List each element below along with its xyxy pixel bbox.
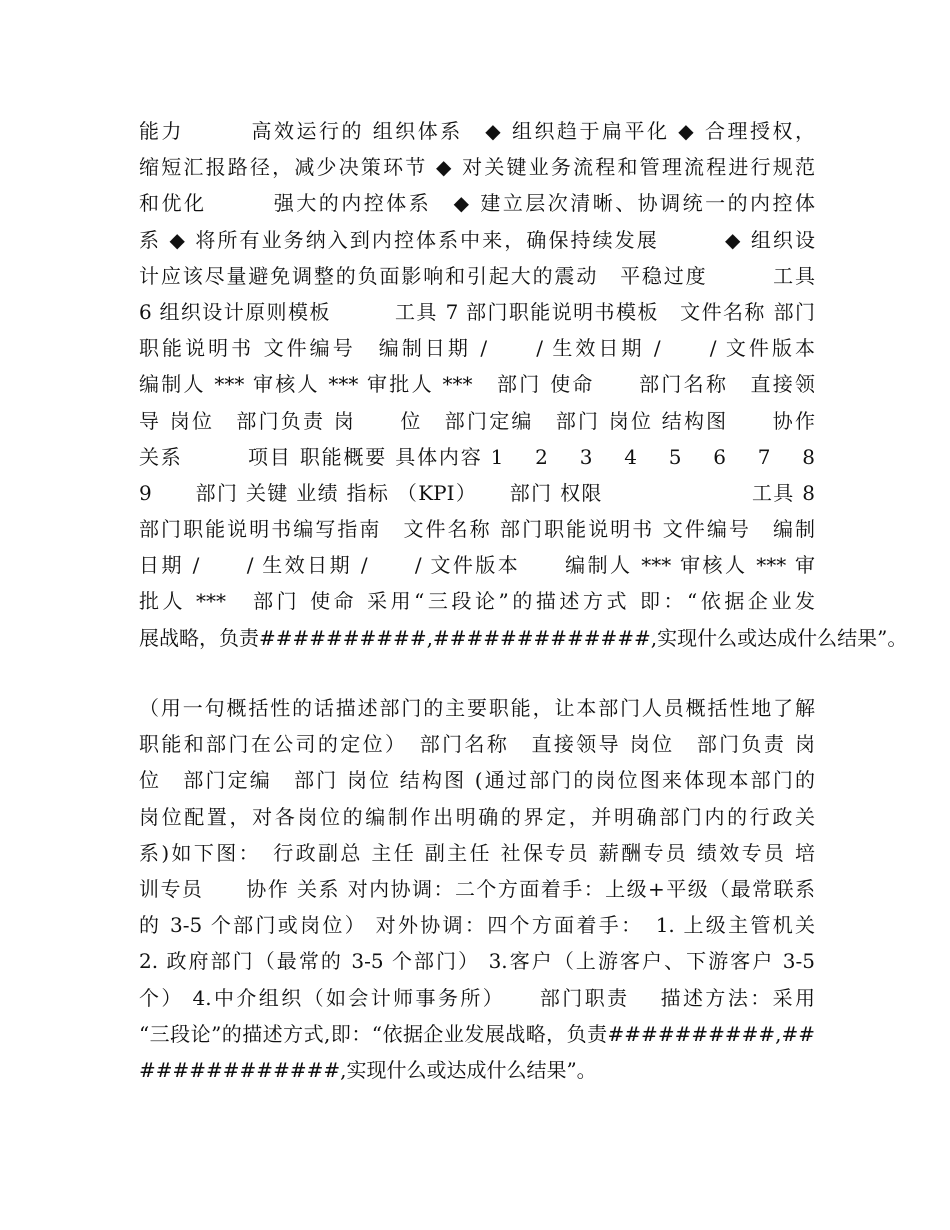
text-line: （用一句概括性的话描述部门的主要职能，让本部门人员概括性地了解 <box>139 696 815 720</box>
text-line: 系)如下图： 行政副总 主任 副主任 社保专员 薪酬专员 绩效专员 培 <box>139 840 815 865</box>
text-line: 职能说明书 文件编号 编制日期 / / 生效日期 / / 文件版本 <box>139 336 815 361</box>
text-line: 个） 4.中介组织（如会计师事务所） 部门职责 描述方法：采用 <box>139 985 815 1010</box>
text-line: 训专员 协作 关系 对内协调：二个方面着手：上级+平级（最常联系 <box>139 876 815 901</box>
text-line: 和优化 强大的内控体系 ◆ 建立层次清晰、协调统一的内控体 <box>139 191 815 216</box>
text-line: 6 组织设计原则模板 工具 7 部门职能说明书模板 文件名称 部门 <box>139 299 815 324</box>
text-line: 2. 政府部门（最常的 3-5 个部门） 3.客户（上游客户、下游客户 3-5 <box>139 949 815 974</box>
text-line: 职能和部门在公司的定位） 部门名称 直接领导 岗位 部门负责 岗 <box>139 732 815 757</box>
text-line: 计应该尽量避免调整的负面影响和引起大的震动 平稳过度 工具 <box>139 263 815 288</box>
text-line: 岗位配置，对各岗位的编制作出明确的界定，并明确部门内的行政关 <box>139 804 815 829</box>
text-line: 日期 / / 生效日期 / / 文件版本 编制人 *** 审核人 *** 审 <box>139 553 815 578</box>
text-line: 展战略，负责##########,#############,实现什么或达成什么结果”。 <box>139 625 908 650</box>
text-line: 缩短汇报路径，减少决策环节 ◆ 对关键业务流程和管理流程进行规范 <box>139 155 815 180</box>
text-line: 批人 *** 部门 使命 采用“三段论”的描述方式 即：“依据企业发 <box>139 589 815 614</box>
paragraph-1 <box>139 113 908 656</box>
text-line: ############,实现什么或达成什么结果”。 <box>139 1057 597 1082</box>
text-line: 部门职能说明书编写指南 文件名称 部门职能说明书 文件编号 编制 <box>139 517 815 542</box>
text-line: “三段论”的描述方式,即：“依据企业发展战略，负责##########,## <box>139 1021 815 1046</box>
paragraph-2 <box>139 690 815 1088</box>
text-line: 导 岗位 部门负责 岗 位 部门定编 部门 岗位 结构图 协作 <box>139 408 815 433</box>
text-line: 9 部门 关键 业绩 指标 （KPI） 部门 权限 工具 8 <box>139 480 815 505</box>
text-line: 关系 项目 职能概要 具体内容 1 2 3 4 5 6 7 8 <box>139 444 815 469</box>
text-line: 编制人 *** 审核人 *** 审批人 *** 部门 使命 部门名称 直接领 <box>139 372 815 397</box>
text-line: 位 部门定编 部门 岗位 结构图 (通过部门的岗位图来体现本部门的 <box>139 768 815 793</box>
text-line: 系 ◆ 将所有业务纳入到内控体系中来，确保持续发展 ◆ 组织设 <box>139 227 815 252</box>
text-line: 的 3-5 个部门或岗位） 对外协调：四个方面着手： 1. 上级主管机关 <box>139 913 815 938</box>
text-line: 能力 高效运行的 组织体系 ◆ 组织趋于扁平化 ◆ 合理授权， <box>139 119 815 143</box>
